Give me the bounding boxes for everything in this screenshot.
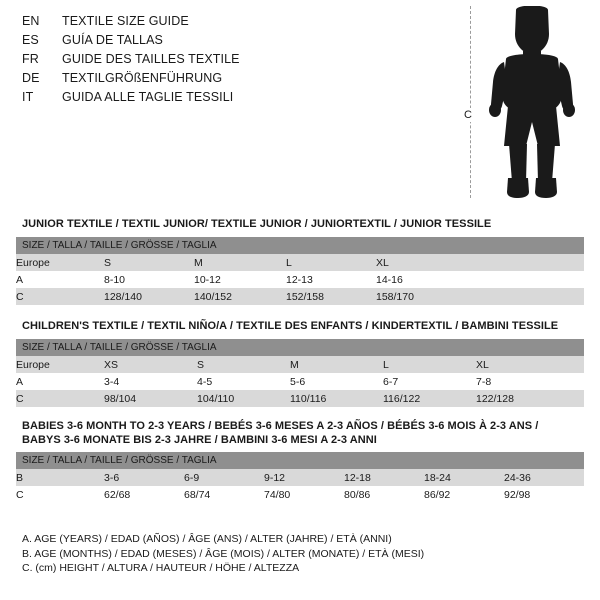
table-row [16,469,584,486]
footnote-height: C. (cm) HEIGHT / ALTURA / HAUTEUR / HÖHE / ALTEZZA [22,562,300,574]
table-row [16,254,584,271]
table-cell: L [286,254,376,271]
footnotes [22,532,582,576]
language-row [22,52,442,71]
size-table-children [16,339,584,407]
table-cell: XL [376,254,584,271]
footnote-age-months: B. AGE (MONTHS) / EDAD (MESES) / ÂGE (MOIS) / ALTER (MONATE) / ETÀ (MESI) [22,547,425,560]
table-cell: XS [104,356,197,373]
table-header-label: SIZE / TALLA / TAILLE / GRÖSSE / TAGLIA [16,237,584,254]
language-title: GUIDE DES TAILLES TEXTILE [62,52,240,66]
table-row [16,373,584,390]
table-cell: 86/92 [424,486,504,503]
table-cell: 3-6 [104,469,184,486]
table-cell: 140/152 [194,288,286,305]
table-cell: M [194,254,286,271]
language-title: GUIDA ALLE TAGLIE TESSILI [62,90,234,104]
table-row [16,486,584,503]
language-code: IT [22,90,34,104]
row-label: B [16,469,104,486]
language-row [22,90,442,109]
size-table-junior [16,237,584,305]
table-header-label: SIZE / TALLA / TAILLE / GRÖSSE / TAGLIA [16,452,584,469]
row-label: C [16,486,104,503]
section-title-junior: JUNIOR TEXTILE / TEXTIL JUNIOR/ TEXTILE JUNIOR / JUNIORTEXTIL / JUNIOR TESSILE [22,218,492,230]
table-cell: 14-16 [376,271,584,288]
table-cell: 110/116 [290,390,383,407]
table-cell: 104/110 [197,390,290,407]
table-cell: 4-5 [197,373,290,390]
language-code: EN [22,14,40,28]
table-cell: S [197,356,290,373]
child-silhouette-icon [482,6,582,202]
table-cell: 8-10 [104,271,194,288]
language-row [22,71,442,90]
language-title-block [22,14,442,109]
table-row [16,390,584,407]
table-header-row [16,237,584,254]
table-cell: 6-7 [383,373,476,390]
table-cell: M [290,356,383,373]
table-cell: 68/74 [184,486,264,503]
table-cell: L [383,356,476,373]
table-row [16,288,584,305]
language-row [22,33,442,52]
table-cell: 18-24 [424,469,504,486]
table-cell: 5-6 [290,373,383,390]
table-header-row [16,339,584,356]
section-title-babies-line1: BABIES 3-6 MONTH TO 2-3 YEARS / BEBÉS 3-6 MESES A 2-3 AÑOS / BÉBÉS 3-6 MOIS À 2-3 ANS / [22,420,539,432]
table-cell: 74/80 [264,486,344,503]
table-row [16,356,584,373]
table-cell: 80/86 [344,486,424,503]
table-cell: 12-18 [344,469,424,486]
language-row [22,14,442,33]
section-title-babies [22,419,538,447]
table-cell: 152/158 [286,288,376,305]
table-cell: 9-12 [264,469,344,486]
language-code: DE [22,71,40,85]
size-table-babies [16,452,584,503]
table-cell: 6-9 [184,469,264,486]
table-cell: S [104,254,194,271]
table-cell: 10-12 [194,271,286,288]
row-label: C [16,288,104,305]
table-cell: 92/98 [504,486,584,503]
table-cell: 122/128 [476,390,584,407]
table-cell: 62/68 [104,486,184,503]
language-title: TEXTILGRÖßENFÜHRUNG [62,71,223,85]
measurement-figure [452,4,592,204]
table-cell: 3-4 [104,373,197,390]
row-label: Europe [16,356,104,373]
language-code: FR [22,52,39,66]
table-cell: 116/122 [383,390,476,407]
row-label: Europe [16,254,104,271]
row-label: A [16,271,104,288]
table-cell: 158/170 [376,288,584,305]
table-row [16,271,584,288]
table-cell: 128/140 [104,288,194,305]
row-label: A [16,373,104,390]
table-cell: XL [476,356,584,373]
section-title-children: CHILDREN'S TEXTILE / TEXTIL NIÑO/A / TEXTILE DES ENFANTS / KINDERTEXTIL / BAMBINI TESSILE [22,320,559,332]
language-title: TEXTILE SIZE GUIDE [62,14,189,28]
footnote-age-years: A. AGE (YEARS) / EDAD (AÑOS) / ÂGE (ANS) / ALTER (JAHRE) / ETÀ (ANNI) [22,533,392,545]
table-cell: 12-13 [286,271,376,288]
height-dashed-line [470,6,471,198]
row-label: C [16,390,104,407]
language-code: ES [22,33,39,47]
language-title: GUÍA DE TALLAS [62,33,163,47]
table-cell: 24-36 [504,469,584,486]
table-cell: 7-8 [476,373,584,390]
table-cell: 98/104 [104,390,197,407]
table-header-row [16,452,584,469]
table-header-label: SIZE / TALLA / TAILLE / GRÖSSE / TAGLIA [16,339,584,356]
section-title-babies-line2: BABYS 3-6 MONATE BIS 2-3 JAHRE / BAMBINI 3-6 MESI A 2-3 ANNI [22,434,377,446]
height-measure-label: C [464,109,472,121]
